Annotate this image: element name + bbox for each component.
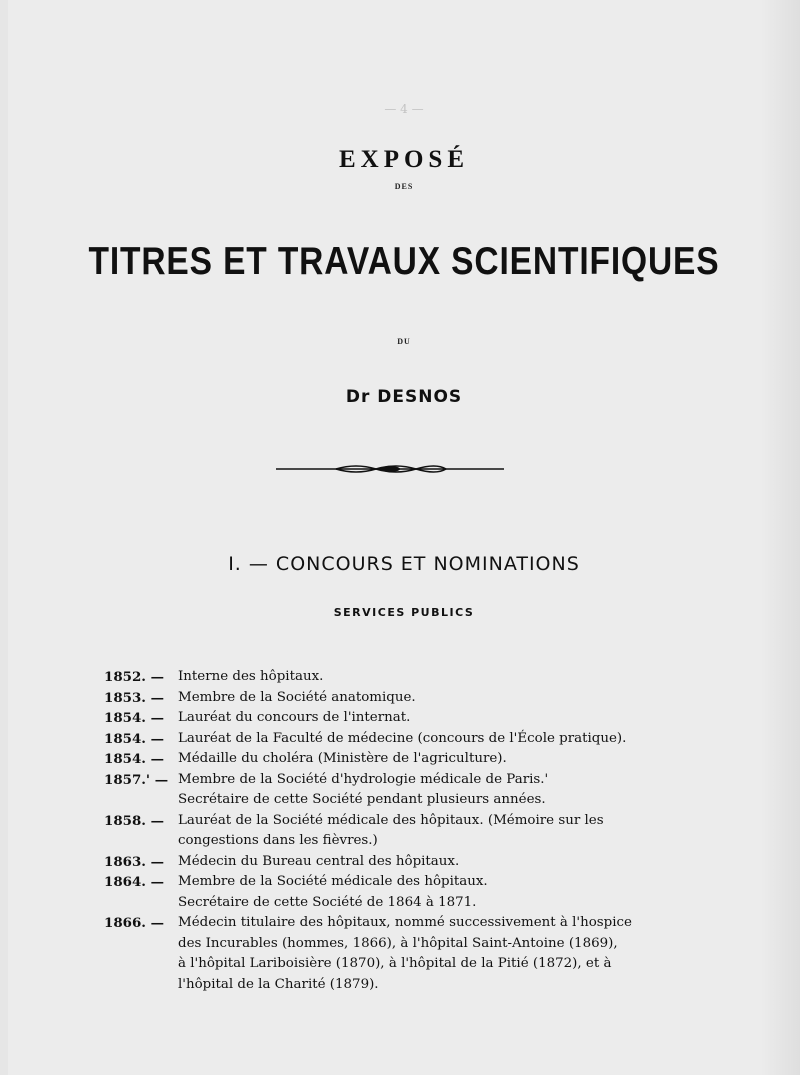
entry-text: Médecin titulaire des hôpitaux, nommé successivement à l'hospice (178, 915, 632, 930)
entry-year: 1858. — (104, 812, 164, 829)
ornamental-rule-icon (276, 462, 504, 476)
entry-year: 1857.' — (104, 771, 169, 788)
entry-continuation: des Incurables (hommes, 1866), à l'hôpital Saint-Antoine (1869), (178, 935, 618, 951)
document-page (8, 0, 800, 1075)
entry-year: 1854. — (104, 730, 164, 747)
entry-text: Interne des hôpitaux. (178, 669, 324, 684)
list-item (104, 872, 704, 893)
author-name: Dr DESNOS (345, 387, 463, 407)
entry-text: Lauréat de la Faculté de médecine (concours de l'École pratique). (178, 730, 627, 746)
list-item (104, 688, 704, 709)
entry-text: Membre de la Société médicale des hôpitaux. (178, 874, 488, 889)
list-item (104, 811, 704, 832)
entry-continuation: Secrétaire de cette Société de 1864 à 1871. (178, 894, 477, 910)
subsection-title: SERVICES PUBLICS (333, 606, 475, 619)
entry-text: Médaille du choléra (Ministère de l'agriculture). (178, 751, 507, 766)
list-item (104, 708, 704, 729)
connector-des: DES (394, 182, 414, 191)
list-item (104, 852, 704, 873)
entry-continuation: congestions dans les fièvres.) (178, 833, 378, 848)
list-item (104, 913, 704, 934)
entry-continuation: Secrétaire de cette Société pendant plusieurs années. (178, 792, 546, 807)
entry-year: 1854. — (104, 751, 164, 767)
entry-text: Lauréat du concours de l'internat. (178, 710, 411, 725)
section-title: I. — CONCOURS ET NOMINATIONS (228, 553, 580, 575)
entry-year: 1852. — (104, 669, 164, 685)
entry-text: Médecin du Bureau central des hôpitaux. (178, 853, 460, 869)
connector-du: DU (397, 337, 411, 346)
list-item (104, 770, 704, 791)
entry-year: 1866. — (104, 915, 164, 931)
entries-list (104, 667, 704, 995)
entry-year: 1853. — (104, 689, 164, 706)
page-number: — 4 — (384, 102, 424, 116)
entry-year: 1864. — (104, 874, 164, 890)
title-main: TITRES ET TRAVAUX SCIENTIFIQUES (88, 240, 720, 283)
entry-text: Lauréat de la Société médicale des hôpitaux. (Mémoire sur les (178, 812, 604, 828)
entry-year: 1854. — (104, 710, 164, 726)
entry-text: Membre de la Société d'hydrologie médicale de Paris.' (178, 771, 549, 787)
list-item (104, 729, 704, 750)
entry-continuation: l'hôpital de la Charité (1879). (178, 976, 379, 992)
entry-year: 1863. — (104, 853, 164, 870)
title-line-expose: EXPOSÉ (338, 146, 470, 173)
list-item (104, 749, 704, 770)
list-item (104, 667, 704, 688)
entry-continuation: à l'hôpital Lariboisière (1870), à l'hôpital de la Pitié (1872), et à (178, 956, 612, 971)
entry-text: Membre de la Société anatomique. (178, 689, 416, 705)
